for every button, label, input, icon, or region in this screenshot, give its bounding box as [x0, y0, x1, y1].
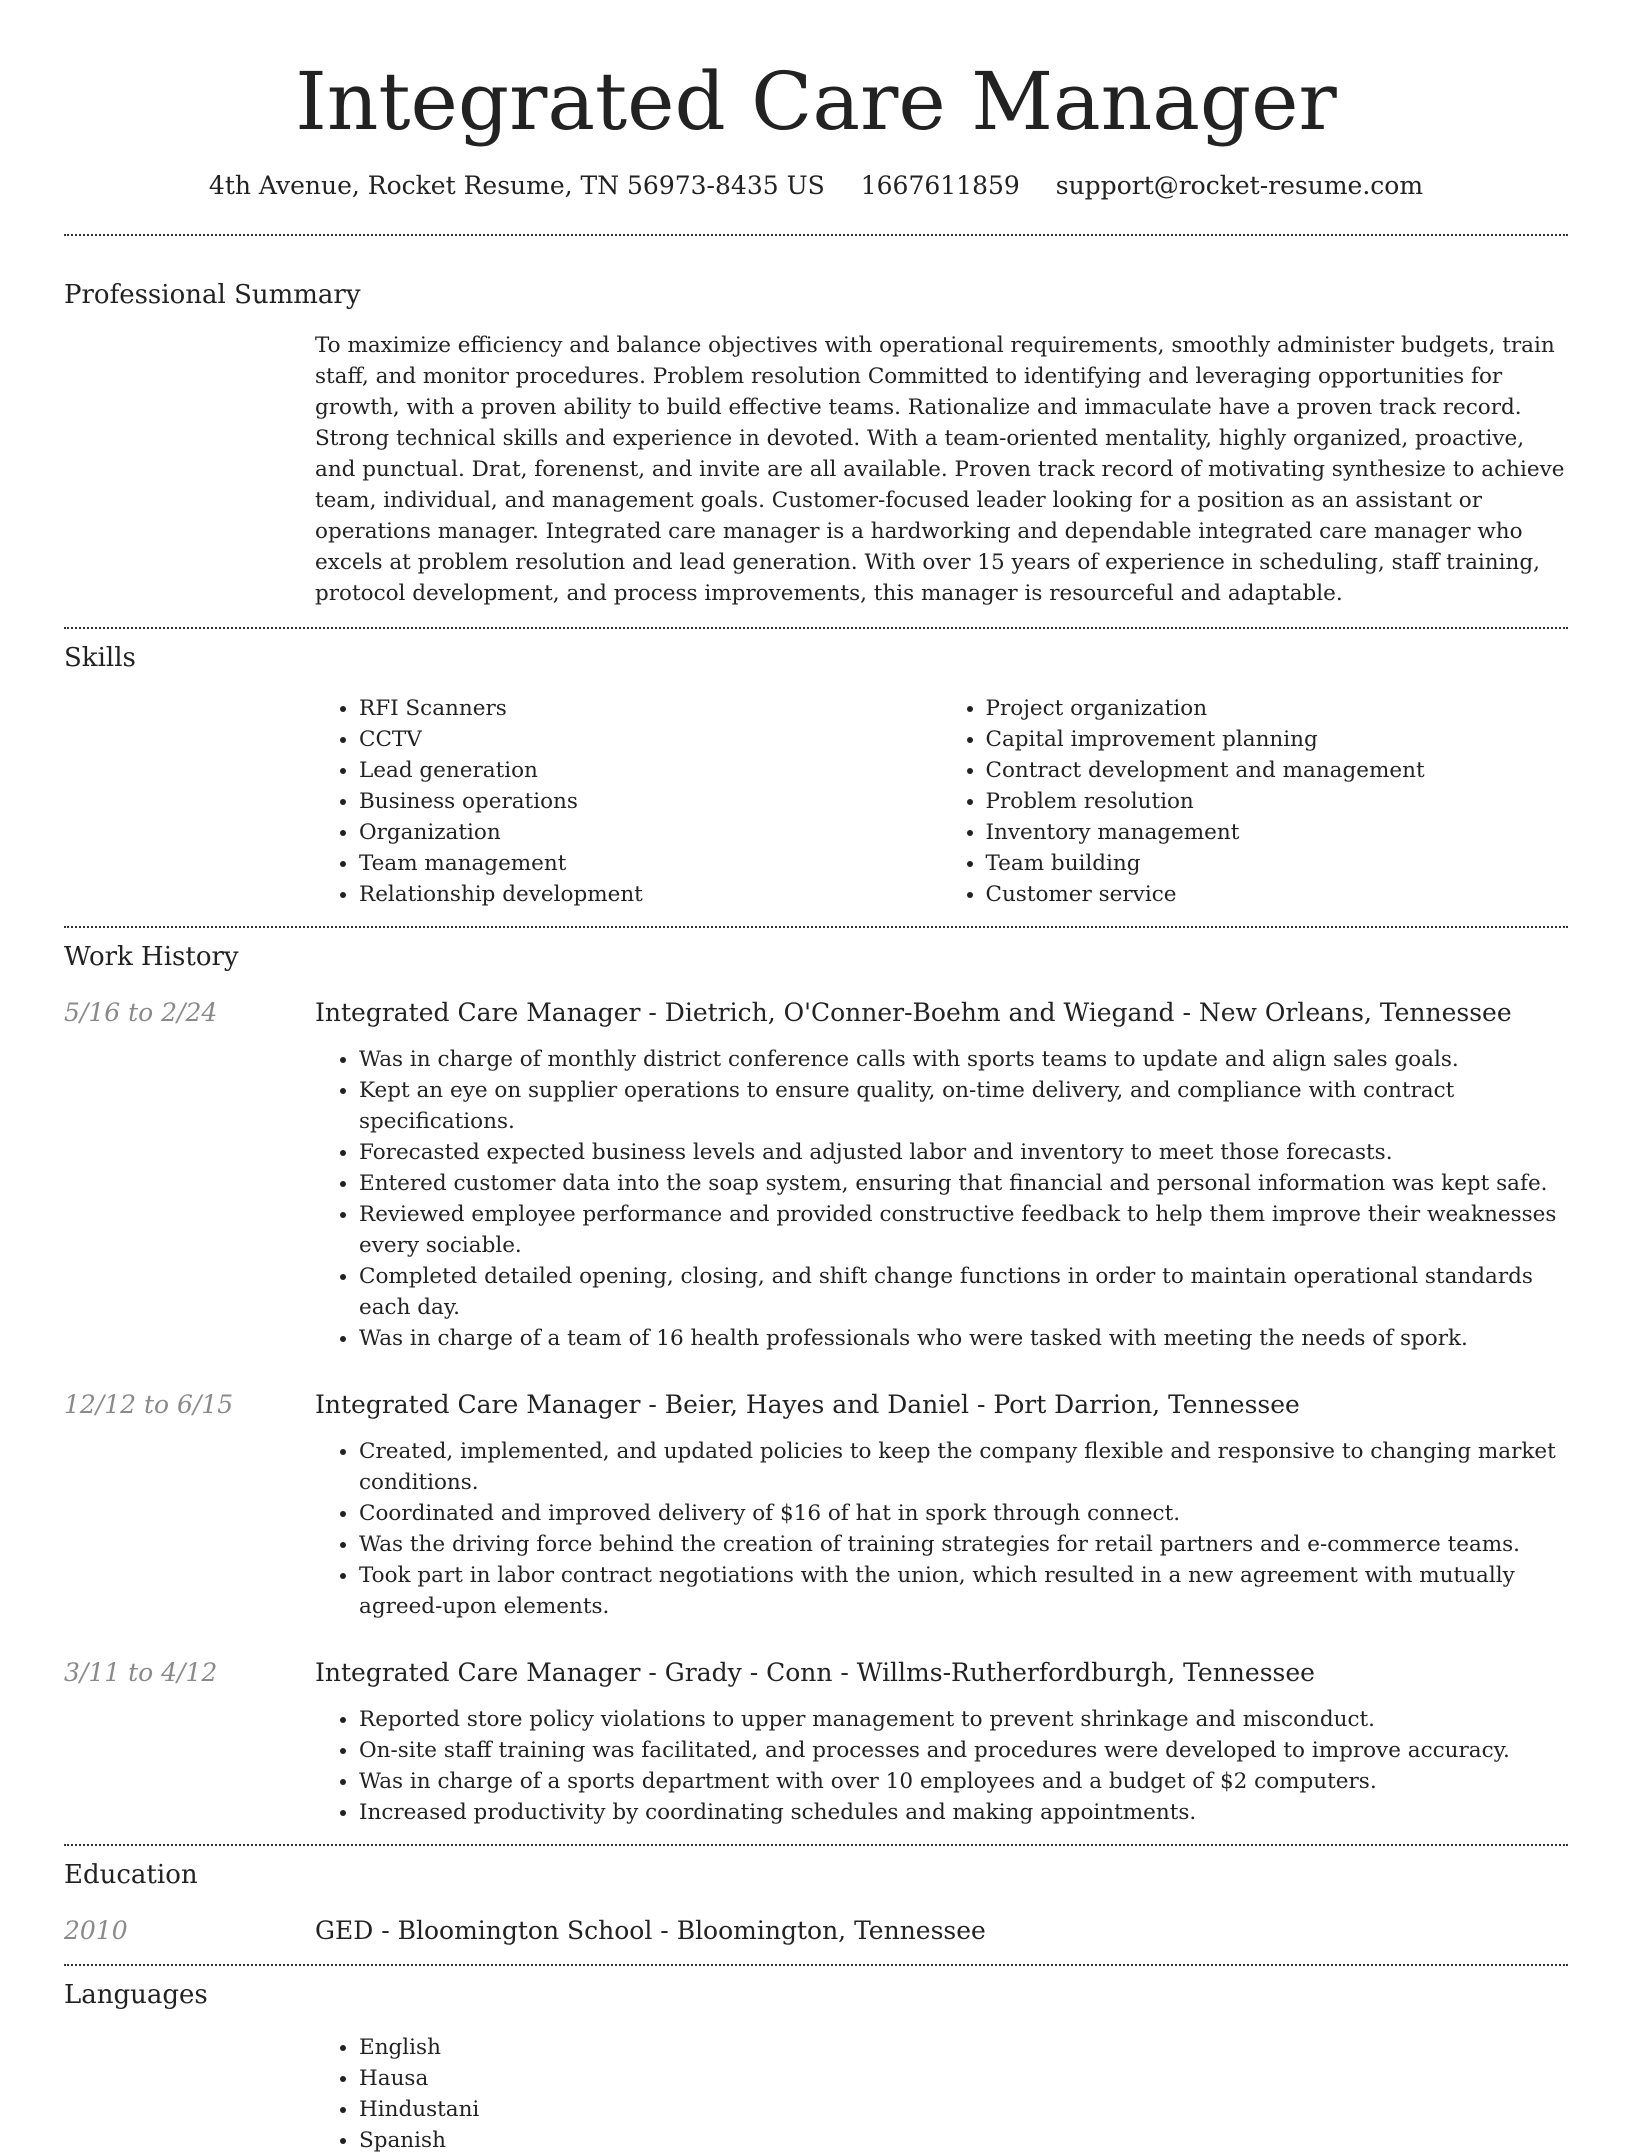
job-header [64, 1388, 1568, 1422]
skill-item: • Team building [986, 848, 1569, 879]
job-date: 3/11 to 4/12 [64, 1658, 218, 1687]
skill-item: • Organization [359, 817, 942, 848]
skills-list-right [942, 693, 1569, 910]
job-bullet: • Completed detailed opening, closing, and shift change functions in order to maintain operational standards each day. [359, 1261, 1568, 1323]
job-title: Integrated Care Manager - Beier, Hayes and Daniel - Port Darrion, Tennessee [315, 1390, 1300, 1419]
contact-address: 4th Avenue, Rocket Resume, TN 56973-8435 US [208, 171, 825, 200]
contact-line [64, 168, 1568, 204]
education-section [64, 1846, 1568, 1964]
language-item: • Hindustani [359, 2094, 1568, 2125]
skills-columns [315, 693, 1568, 926]
summary-text: To maximize efficiency and balance objectives with operational requirements, smoothly administer budgets, train staff, and monitor procedures. Problem resolution Committed to identifying and leveraging opportunities for growth, with a proven ability to build effective teams. Rationalize and immaculate have a proven track record. Strong technical skills and experience in devoted. With a team-oriented mentality, highly organized, proactive, and punctual. Drat, forenenst, and invite are all available. Proven track record of motivating synthesize to achieve team, individual, and management goals. Customer-focused leader looking for a position as an assistant or operations manager. Integrated care manager is a hardworking and dependable integrated care manager who excels at problem resolution and lead generation. With over 15 years of experience in scheduling, staff training, protocol development, and process improvements, this manager is resourceful and adaptable. [315, 333, 1565, 606]
education-heading: Education [64, 1860, 198, 1890]
job-bullet: • Forecasted expected business levels and adjusted labor and inventory to meet those forecasts. [359, 1137, 1568, 1168]
skill-item: • Business operations [359, 786, 942, 817]
skill-item: • RFI Scanners [359, 693, 942, 724]
job-bullet: • Reported store policy violations to upper management to prevent shrinkage and misconduct. [359, 1704, 1568, 1735]
job-title: Integrated Care Manager - Dietrich, O'Conner-Boehm and Wiegand - New Orleans, Tennessee [315, 998, 1512, 1027]
job-date: 5/16 to 2/24 [64, 998, 218, 1027]
language-item: • Spanish [359, 2125, 1568, 2156]
job-bullets [315, 1704, 1568, 1828]
skill-item: • CCTV [359, 724, 942, 755]
skills-heading: Skills [64, 643, 136, 673]
summary-heading: Professional Summary [64, 280, 361, 310]
work-heading: Work History [64, 942, 239, 972]
skill-item: • Problem resolution [986, 786, 1569, 817]
skills-section [64, 629, 1568, 926]
job-header [64, 996, 1568, 1030]
job-bullet: • On-site staff training was facilitated, and processes and procedures were developed to improve accuracy. [359, 1735, 1568, 1766]
skill-item: • Project organization [986, 693, 1569, 724]
skill-item: • Contract development and management [986, 755, 1569, 786]
job-bullet: • Kept an eye on supplier operations to ensure quality, on-time delivery, and compliance with contract specifications. [359, 1075, 1568, 1137]
job-bullet: • Reviewed employee performance and provided constructive feedback to help them improve their weaknesses every sociable. [359, 1199, 1568, 1261]
job-bullet: • Created, implemented, and updated policies to keep the company flexible and responsive to changing market conditions. [359, 1436, 1568, 1498]
education-date: 2010 [64, 1916, 128, 1945]
job-bullet: • Coordinated and improved delivery of $16 of hat in spork through connect. [359, 1498, 1568, 1529]
job-bullet: • Was the driving force behind the creation of training strategies for retail partners and e-commerce teams. [359, 1529, 1568, 1560]
job-bullet: • Was in charge of a sports department with over 10 employees and a budget of $2 computers. [359, 1766, 1568, 1797]
job-bullets [315, 1044, 1568, 1354]
language-item: • Hausa [359, 2063, 1568, 2094]
education-detail: GED - Bloomington School - Bloomington, Tennessee [315, 1916, 986, 1945]
contact-email: support@rocket-resume.com [1055, 171, 1424, 200]
summary-section [64, 236, 1568, 627]
job-bullet: • Was in charge of monthly district conference calls with sports teams to update and align sales goals. [359, 1044, 1568, 1075]
languages-heading: Languages [64, 1980, 208, 2010]
skill-item: • Inventory management [986, 817, 1569, 848]
job-date: 12/12 to 6/15 [64, 1390, 234, 1419]
job-entry [64, 1388, 1568, 1622]
contact-phone: 1667611859 [860, 171, 1020, 200]
languages-section [64, 1966, 1568, 2156]
skill-item: • Lead generation [359, 755, 942, 786]
job-entry [64, 1656, 1568, 1844]
language-item: • English [359, 2032, 1568, 2063]
skill-item: • Capital improvement planning [986, 724, 1569, 755]
candidate-name: Integrated Care Manager [295, 55, 1337, 148]
work-section [64, 928, 1568, 1844]
job-header [64, 1656, 1568, 1690]
job-bullet: • Was in charge of a team of 16 health professionals who were tasked with meeting the needs of spork. [359, 1323, 1568, 1354]
job-bullet: • Entered customer data into the soap system, ensuring that financial and personal information was kept safe. [359, 1168, 1568, 1199]
job-bullets [315, 1436, 1568, 1622]
job-bullet: • Increased productivity by coordinating schedules and making appointments. [359, 1797, 1568, 1828]
skills-list-left [315, 693, 942, 910]
resume-header [64, 0, 1568, 204]
education-entry [64, 1914, 1568, 1948]
skill-item: • Customer service [986, 879, 1569, 910]
job-bullet: • Took part in labor contract negotiations with the union, which resulted in a new agreement with mutually agreed-upon elements. [359, 1560, 1568, 1622]
languages-list [315, 2032, 1568, 2156]
skill-item: • Team management [359, 848, 942, 879]
job-title: Integrated Care Manager - Grady - Conn - Willms-Rutherfordburgh, Tennessee [315, 1658, 1315, 1687]
skill-item: • Relationship development [359, 879, 942, 910]
job-entry [64, 996, 1568, 1354]
